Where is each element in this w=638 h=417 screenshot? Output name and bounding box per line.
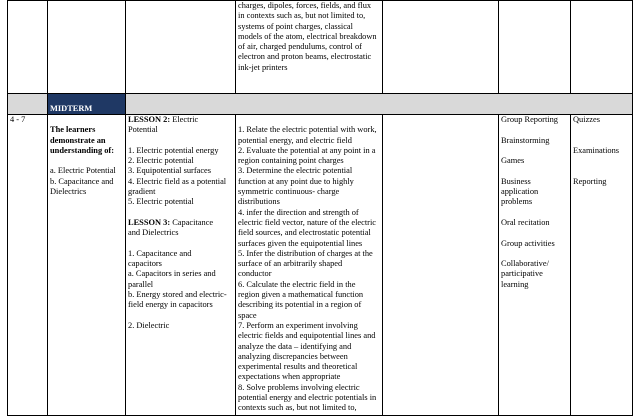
outcome-heading: The learners bbox=[50, 125, 96, 135]
competency-line: 7. Perform an experiment involving bbox=[238, 320, 358, 330]
competency-continuation-line: in contexts such as, but not limited to, bbox=[238, 11, 366, 21]
competency-line: space bbox=[238, 310, 257, 320]
lesson2-item: 5. Electric potential bbox=[128, 197, 194, 207]
activity-item: Collaborative/ bbox=[501, 259, 549, 269]
top-topic-cell bbox=[126, 1, 236, 94]
top-assessment-cell bbox=[571, 1, 633, 94]
midterm-row bbox=[8, 94, 633, 115]
lesson2-title-line2: Potential bbox=[128, 125, 158, 135]
lesson3-title bbox=[128, 218, 233, 228]
competency-continuation-line: charges, dipoles, forces, fields, and flux bbox=[238, 1, 372, 10]
competency-line: 4. infer the direction and strength of bbox=[238, 207, 359, 217]
lesson2-name: Electric bbox=[170, 115, 199, 124]
competencies-cell bbox=[236, 115, 383, 416]
competency-continuation-line: ink-jet printers bbox=[238, 62, 288, 72]
activity-item: Oral recitation bbox=[501, 217, 550, 227]
outcomes-cell bbox=[48, 115, 126, 416]
top-competency-cell bbox=[236, 1, 383, 94]
competency-line: symmetric continuous- charge bbox=[238, 187, 340, 197]
competency-line: contexts such as, but not limited to, bbox=[238, 403, 357, 413]
outcome-item: Dielectrics bbox=[50, 187, 87, 197]
midterm-week-cell bbox=[8, 94, 48, 115]
competency-line: region given a mathematical function bbox=[238, 290, 364, 300]
competency-line: conductor bbox=[238, 269, 272, 279]
lesson3-item: field energy in capacitors bbox=[128, 300, 213, 310]
activity-item: participative bbox=[501, 269, 543, 279]
activity-item: Brainstorming bbox=[501, 135, 550, 145]
competency-continuation-line: systems of point charges, classical bbox=[238, 21, 353, 31]
lesson2-item: 4. Electric field as a potential bbox=[128, 176, 227, 186]
top-row bbox=[8, 1, 633, 94]
activities-cell bbox=[499, 115, 571, 416]
lesson3-item: 2. Dielectric bbox=[128, 320, 170, 330]
competency-line: surfaces given the equipotential lines bbox=[238, 238, 363, 248]
lesson2-item: 3. Equipotential surfaces bbox=[128, 166, 212, 176]
syllabus-table bbox=[7, 0, 633, 416]
competency-line: electric fields and equipotential lines and bbox=[238, 331, 376, 341]
competency-continuation-line: electron and proton beams, electrostatic bbox=[238, 52, 372, 62]
competency-line: surface of an arbitrarily shaped bbox=[238, 259, 343, 269]
competency-continuation-line: models of the atom, electrical breakdown bbox=[238, 31, 377, 41]
lesson2-label: LESSON 2: bbox=[128, 115, 171, 124]
top-empty-cell bbox=[383, 1, 499, 94]
top-activity-cell bbox=[499, 1, 571, 94]
lesson2-item: gradient bbox=[128, 187, 156, 197]
competency-line: analyze the data – identifying and bbox=[238, 341, 352, 351]
competency-line: function at any point due to highly bbox=[238, 176, 354, 186]
lesson3-label: LESSON 3: bbox=[128, 217, 171, 227]
midterm-label: MIDTERM bbox=[48, 94, 126, 115]
main-row bbox=[8, 115, 633, 416]
competency-continuation-line: of air, charged pendulums, control of bbox=[238, 42, 362, 52]
competency-line: electric field vector, nature of the electric bbox=[238, 217, 377, 227]
competency-line: distributions bbox=[238, 197, 280, 207]
lesson3-item: b. Energy stored and electric- bbox=[128, 290, 227, 300]
activity-item: problems bbox=[501, 197, 533, 207]
assessment-item: Examinations bbox=[573, 145, 620, 155]
competency-line: potential energy, and electric field bbox=[238, 135, 352, 145]
competency-line: 1. Relate the electric potential with work, bbox=[238, 125, 377, 135]
lesson3-title-line2: and Dielectrics bbox=[128, 228, 179, 238]
competency-line: potential energy and electric potentials in bbox=[238, 393, 377, 403]
competency-line: 8. Solve problems involving electric bbox=[238, 382, 360, 392]
outcome-item: a. Electric Potential bbox=[50, 166, 116, 176]
lesson2-title bbox=[128, 115, 233, 125]
activity-item: application bbox=[501, 187, 539, 197]
competency-line: 3. Determine the electric potential bbox=[238, 166, 353, 176]
outcome-heading: understanding of: bbox=[50, 145, 114, 155]
competency-line: experimental results and theoretical bbox=[238, 362, 358, 372]
lesson2-item: 1. Electric potential energy bbox=[128, 145, 219, 155]
activity-item: learning bbox=[501, 279, 529, 289]
lesson3-item: parallel bbox=[128, 279, 154, 289]
competency-line: analyzing discrepancies between bbox=[238, 351, 348, 361]
assessment-cell bbox=[571, 115, 633, 416]
activity-item: Business bbox=[501, 176, 531, 186]
week-cell bbox=[8, 115, 48, 416]
assessment-item: Reporting bbox=[573, 176, 607, 186]
activity-item: Group Reporting bbox=[501, 115, 558, 124]
competency-line: region containing point charges bbox=[238, 156, 344, 166]
lesson2-item: 2. Electric potential bbox=[128, 156, 194, 166]
lesson3-item: capacitors bbox=[128, 259, 162, 269]
competency-line: 6. Calculate the electric field in the bbox=[238, 279, 356, 289]
activity-item: Games bbox=[501, 156, 525, 166]
empty-cell bbox=[383, 115, 499, 416]
midterm-fill-cell bbox=[126, 94, 633, 115]
activity-item: Group activities bbox=[501, 238, 555, 248]
topics-cell bbox=[126, 115, 236, 416]
competency-line: 2. Evaluate the potential at any point in a bbox=[238, 145, 376, 155]
top-week-cell bbox=[8, 1, 48, 94]
week-range: 4 - 7 bbox=[10, 115, 26, 124]
top-outcome-cell bbox=[48, 1, 126, 94]
lesson3-name: Capacitance bbox=[170, 217, 214, 227]
assessment-item: Quizzes bbox=[573, 115, 600, 124]
outcome-heading: demonstrate an bbox=[50, 135, 106, 145]
competency-line: expectations when appropriate bbox=[238, 372, 341, 382]
outcome-item: b. Capacitance and bbox=[50, 176, 114, 186]
competency-line: 5. Infer the distribution of charges at the bbox=[238, 248, 373, 258]
lesson3-item: 1. Capacitance and bbox=[128, 248, 192, 258]
lesson3-item: a. Capacitors in series and bbox=[128, 269, 216, 279]
competency-line: field sources, and electrostatic potential bbox=[238, 228, 371, 238]
competency-line: describing its potential in a region of bbox=[238, 300, 362, 310]
